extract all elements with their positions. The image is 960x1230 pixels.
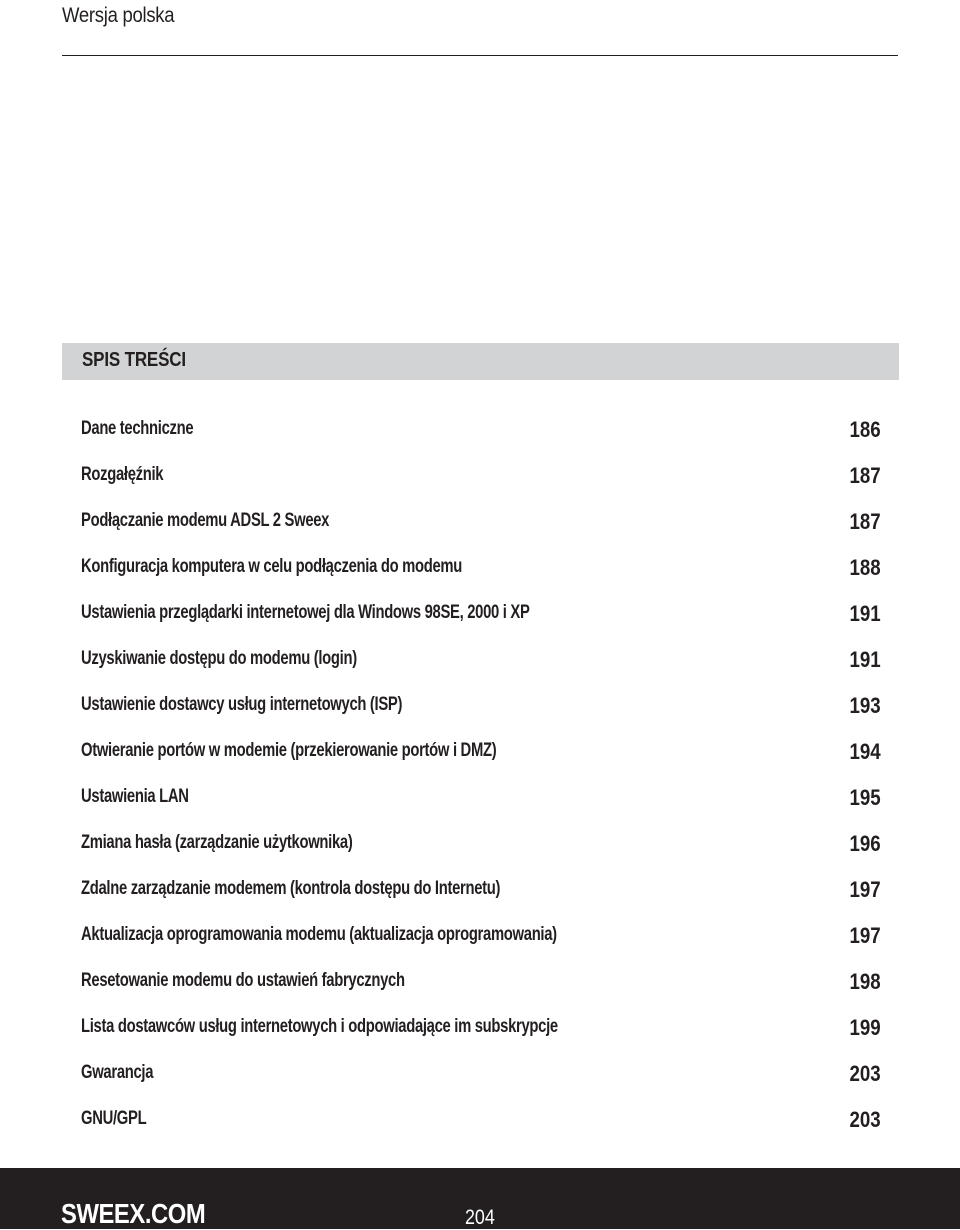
toc-entry-page: 188 <box>849 555 881 580</box>
toc-entry-label[interactable]: Uzyskiwanie dostępu do modemu (login) <box>81 648 357 669</box>
toc-entry-page: 199 <box>849 1015 881 1040</box>
toc-entry[interactable] <box>81 832 881 878</box>
toc-entry[interactable] <box>81 418 881 464</box>
toc-entry[interactable] <box>81 648 881 694</box>
toc-heading: SPIS TREŚCI <box>82 349 186 371</box>
toc-entry-page: 193 <box>849 693 881 718</box>
page-header-title: Wersja polska <box>62 4 175 27</box>
toc-entry-page: 195 <box>849 785 881 810</box>
toc-entry[interactable] <box>81 1108 881 1154</box>
toc-entry-label[interactable]: Lista dostawców usług internetowych i odpowiadające im subskrypcje <box>81 1016 558 1037</box>
footer-page-number: 204 <box>465 1206 495 1229</box>
toc-entry[interactable] <box>81 556 881 602</box>
toc-entry[interactable] <box>81 1062 881 1108</box>
toc-entry-label[interactable]: Gwarancja <box>81 1062 154 1083</box>
toc-entry-page: 187 <box>849 463 881 488</box>
toc-entry-label[interactable]: GNU/GPL <box>81 1108 147 1129</box>
toc-entry-label[interactable]: Ustawienia LAN <box>81 786 189 807</box>
toc-entry[interactable] <box>81 786 881 832</box>
toc-entry-page: 191 <box>849 601 881 626</box>
toc-entry-page: 187 <box>849 509 881 534</box>
toc-entry-label[interactable]: Zmiana hasła (zarządzanie użytkownika) <box>81 832 353 853</box>
toc-entry-label[interactable]: Ustawienia przeglądarki internetowej dla Windows 98SE, 2000 i XP <box>81 602 530 623</box>
toc-entry-label[interactable]: Dane techniczne <box>81 418 194 439</box>
header-divider <box>62 55 898 56</box>
toc-entry-page: 203 <box>849 1061 881 1086</box>
toc-list <box>81 418 881 1154</box>
toc-entry-page: 197 <box>849 923 881 948</box>
toc-entry-label[interactable]: Otwieranie portów w modemie (przekierowanie portów i DMZ) <box>81 740 497 761</box>
toc-entry-page: 198 <box>849 969 881 994</box>
footer-brand-logo: SWEEX.COM <box>61 1198 206 1229</box>
toc-entry-label[interactable]: Podłączanie modemu ADSL 2 Sweex <box>81 510 330 531</box>
toc-entry-page: 203 <box>849 1107 881 1132</box>
toc-entry-page: 196 <box>849 831 881 856</box>
toc-heading-bar <box>62 343 899 380</box>
toc-entry-label[interactable]: Konfiguracja komputera w celu podłączenia do modemu <box>81 556 463 577</box>
toc-entry[interactable] <box>81 740 881 786</box>
toc-entry-label[interactable]: Zdalne zarządzanie modemem (kontrola dostępu do Internetu) <box>81 878 501 899</box>
toc-entry[interactable] <box>81 970 881 1016</box>
toc-entry[interactable] <box>81 1016 881 1062</box>
toc-entry-page: 194 <box>849 739 881 764</box>
toc-entry-label[interactable]: Rozgałęźnik <box>81 464 164 485</box>
toc-entry[interactable] <box>81 924 881 970</box>
toc-entry[interactable] <box>81 602 881 648</box>
toc-entry-page: 191 <box>849 647 881 672</box>
toc-entry-page: 197 <box>849 877 881 902</box>
toc-entry-label[interactable]: Ustawienie dostawcy usług internetowych (ISP) <box>81 694 403 715</box>
toc-entry[interactable] <box>81 510 881 556</box>
toc-entry[interactable] <box>81 878 881 924</box>
toc-entry-page: 186 <box>849 417 881 442</box>
toc-entry[interactable] <box>81 464 881 510</box>
toc-entry[interactable] <box>81 694 881 740</box>
toc-entry-label[interactable]: Aktualizacja oprogramowania modemu (aktualizacja oprogramowania) <box>81 924 557 945</box>
toc-entry-label[interactable]: Resetowanie modemu do ustawień fabrycznych <box>81 970 405 991</box>
